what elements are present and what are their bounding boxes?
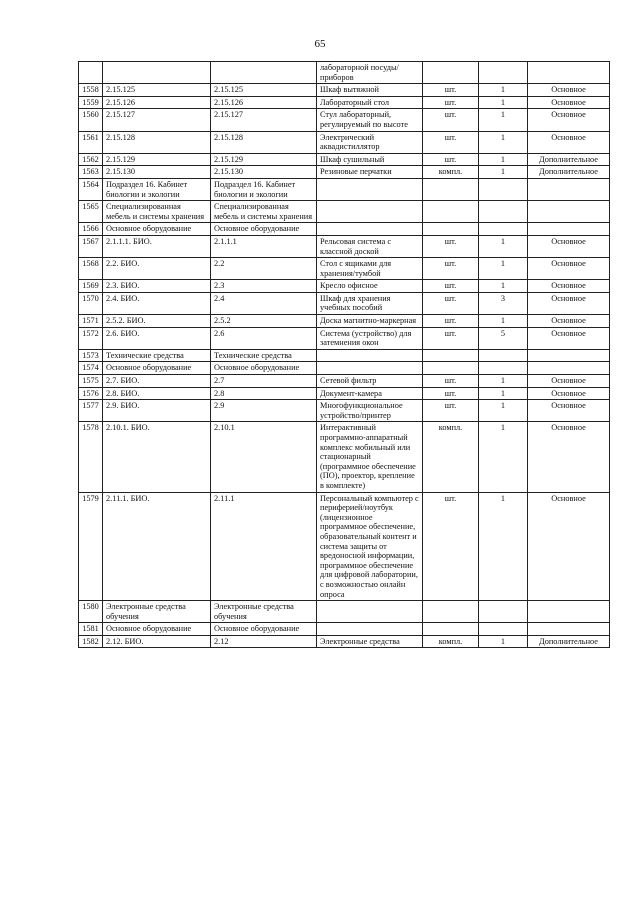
table-row bbox=[79, 315, 610, 328]
table-row bbox=[79, 635, 610, 648]
equipment-type-cell: Основное bbox=[528, 387, 610, 400]
equipment-type-cell: Основное bbox=[528, 400, 610, 422]
quantity-cell bbox=[479, 62, 528, 84]
item-name-cell: Многофункциональное устройство/принтер bbox=[317, 400, 423, 422]
equipment-type-cell bbox=[528, 349, 610, 362]
unit-cell: шт. bbox=[423, 84, 479, 97]
item-name-cell: Лабораторный стол bbox=[317, 96, 423, 109]
item-name-cell bbox=[317, 201, 423, 223]
equipment-type-cell: Основное bbox=[528, 280, 610, 293]
table-row bbox=[79, 153, 610, 166]
code-cell: Основное оборудование bbox=[103, 223, 211, 236]
row-number-cell: 1573 bbox=[79, 349, 103, 362]
row-number-cell: 1563 bbox=[79, 166, 103, 179]
unit-cell: шт. bbox=[423, 235, 479, 257]
equipment-type-cell: Основное bbox=[528, 327, 610, 349]
code-secondary-cell: 2.12 bbox=[211, 635, 317, 648]
item-name-cell: Стул лабораторный, регулируемый по высоте bbox=[317, 109, 423, 131]
code-cell: Основное оборудование bbox=[103, 623, 211, 636]
code-cell: Основное оборудование bbox=[103, 362, 211, 375]
unit-cell bbox=[423, 62, 479, 84]
unit-cell: компл. bbox=[423, 635, 479, 648]
code-cell: 2.15.125 bbox=[103, 84, 211, 97]
table-row bbox=[79, 258, 610, 280]
code-cell: 2.4. БИО. bbox=[103, 292, 211, 314]
row-number-cell: 1566 bbox=[79, 223, 103, 236]
code-secondary-cell: Технические средства bbox=[211, 349, 317, 362]
row-number-cell: 1574 bbox=[79, 362, 103, 375]
unit-cell: шт. bbox=[423, 258, 479, 280]
unit-cell: шт. bbox=[423, 153, 479, 166]
table-row bbox=[79, 109, 610, 131]
row-number-cell: 1569 bbox=[79, 280, 103, 293]
quantity-cell: 1 bbox=[479, 166, 528, 179]
code-secondary-cell: 2.3 bbox=[211, 280, 317, 293]
equipment-type-cell: Дополнительное bbox=[528, 153, 610, 166]
code-secondary-cell: 2.6 bbox=[211, 327, 317, 349]
code-secondary-cell bbox=[211, 62, 317, 84]
table-row bbox=[79, 96, 610, 109]
code-cell bbox=[103, 62, 211, 84]
item-name-cell: Резиновые перчатки bbox=[317, 166, 423, 179]
quantity-cell: 1 bbox=[479, 258, 528, 280]
equipment-type-cell: Основное bbox=[528, 131, 610, 153]
code-secondary-cell: Специализированная мебель и системы хранения bbox=[211, 201, 317, 223]
equipment-type-cell: Основное bbox=[528, 315, 610, 328]
code-cell: 2.15.128 bbox=[103, 131, 211, 153]
code-cell: 2.15.129 bbox=[103, 153, 211, 166]
quantity-cell: 1 bbox=[479, 131, 528, 153]
item-name-cell: Документ-камера bbox=[317, 387, 423, 400]
code-cell: Электронные средства обучения bbox=[103, 601, 211, 623]
row-number-cell: 1575 bbox=[79, 375, 103, 388]
quantity-cell: 1 bbox=[479, 109, 528, 131]
code-secondary-cell: 2.15.126 bbox=[211, 96, 317, 109]
item-name-cell: Система (устройство) для затемнения окон bbox=[317, 327, 423, 349]
row-number-cell: 1580 bbox=[79, 601, 103, 623]
quantity-cell bbox=[479, 601, 528, 623]
equipment-type-cell bbox=[528, 223, 610, 236]
table-row bbox=[79, 223, 610, 236]
code-secondary-cell: 2.15.128 bbox=[211, 131, 317, 153]
item-name-cell: Сетевой фильтр bbox=[317, 375, 423, 388]
table-row bbox=[79, 387, 610, 400]
code-cell: 2.7. БИО. bbox=[103, 375, 211, 388]
code-secondary-cell: 2.8 bbox=[211, 387, 317, 400]
row-number-cell: 1568 bbox=[79, 258, 103, 280]
equipment-type-cell bbox=[528, 201, 610, 223]
quantity-cell: 5 bbox=[479, 327, 528, 349]
unit-cell: компл. bbox=[423, 166, 479, 179]
item-name-cell: Шкаф сушильный bbox=[317, 153, 423, 166]
table-row bbox=[79, 166, 610, 179]
unit-cell bbox=[423, 178, 479, 200]
code-cell: 2.3. БИО. bbox=[103, 280, 211, 293]
item-name-cell: Доска магнитно-маркерная bbox=[317, 315, 423, 328]
item-name-cell: Интерактивный программно-аппаратный комплекс мобильный или стационарный (программное обеспечение (ПО), проектор, крепление в комплекте) bbox=[317, 422, 423, 492]
table-row bbox=[79, 422, 610, 492]
code-secondary-cell: 2.15.130 bbox=[211, 166, 317, 179]
code-secondary-cell: Основное оборудование bbox=[211, 623, 317, 636]
equipment-type-cell: Основное bbox=[528, 292, 610, 314]
row-number-cell: 1565 bbox=[79, 201, 103, 223]
equipment-type-cell: Основное bbox=[528, 375, 610, 388]
code-secondary-cell: 2.4 bbox=[211, 292, 317, 314]
table-row bbox=[79, 280, 610, 293]
quantity-cell bbox=[479, 223, 528, 236]
quantity-cell: 1 bbox=[479, 153, 528, 166]
code-cell: Технические средства bbox=[103, 349, 211, 362]
equipment-type-cell: Дополнительное bbox=[528, 166, 610, 179]
item-name-cell: Стол с ящиками для хранения/тумбой bbox=[317, 258, 423, 280]
row-number-cell: 1560 bbox=[79, 109, 103, 131]
table-row bbox=[79, 131, 610, 153]
code-secondary-cell: 2.5.2 bbox=[211, 315, 317, 328]
code-cell: 2.11.1. БИО. bbox=[103, 492, 211, 601]
quantity-cell: 1 bbox=[479, 422, 528, 492]
quantity-cell: 3 bbox=[479, 292, 528, 314]
unit-cell: шт. bbox=[423, 327, 479, 349]
code-cell: Подраздел 16. Кабинет биологии и экологии bbox=[103, 178, 211, 200]
unit-cell bbox=[423, 349, 479, 362]
unit-cell: шт. bbox=[423, 492, 479, 601]
unit-cell: шт. bbox=[423, 109, 479, 131]
equipment-type-cell: Основное bbox=[528, 96, 610, 109]
code-secondary-cell: 2.15.125 bbox=[211, 84, 317, 97]
code-cell: 2.8. БИО. bbox=[103, 387, 211, 400]
quantity-cell: 1 bbox=[479, 96, 528, 109]
quantity-cell bbox=[479, 201, 528, 223]
code-secondary-cell: Основное оборудование bbox=[211, 362, 317, 375]
item-name-cell bbox=[317, 349, 423, 362]
code-secondary-cell: 2.9 bbox=[211, 400, 317, 422]
code-cell: 2.1.1.1. БИО. bbox=[103, 235, 211, 257]
code-cell: 2.10.1. БИО. bbox=[103, 422, 211, 492]
quantity-cell: 1 bbox=[479, 400, 528, 422]
item-name-cell: Рельсовая система с классной доской bbox=[317, 235, 423, 257]
equipment-type-cell: Основное bbox=[528, 84, 610, 97]
row-number-cell: 1577 bbox=[79, 400, 103, 422]
row-number-cell: 1558 bbox=[79, 84, 103, 97]
quantity-cell: 1 bbox=[479, 635, 528, 648]
equipment-table bbox=[78, 61, 610, 648]
table-body bbox=[79, 62, 610, 648]
table-row bbox=[79, 601, 610, 623]
row-number-cell: 1578 bbox=[79, 422, 103, 492]
equipment-type-cell: Основное bbox=[528, 258, 610, 280]
code-cell: 2.12. БИО. bbox=[103, 635, 211, 648]
row-number-cell: 1571 bbox=[79, 315, 103, 328]
item-name-cell bbox=[317, 623, 423, 636]
row-number-cell: 1581 bbox=[79, 623, 103, 636]
unit-cell bbox=[423, 623, 479, 636]
row-number-cell: 1564 bbox=[79, 178, 103, 200]
quantity-cell: 1 bbox=[479, 375, 528, 388]
equipment-type-cell bbox=[528, 623, 610, 636]
row-number-cell: 1570 bbox=[79, 292, 103, 314]
item-name-cell: Кресло офисное bbox=[317, 280, 423, 293]
code-secondary-cell: 2.15.129 bbox=[211, 153, 317, 166]
equipment-type-cell: Основное bbox=[528, 492, 610, 601]
unit-cell: компл. bbox=[423, 422, 479, 492]
code-cell: Специализированная мебель и системы хранения bbox=[103, 201, 211, 223]
row-number-cell: 1579 bbox=[79, 492, 103, 601]
quantity-cell bbox=[479, 178, 528, 200]
quantity-cell: 1 bbox=[479, 235, 528, 257]
code-cell: 2.15.130 bbox=[103, 166, 211, 179]
unit-cell: шт. bbox=[423, 315, 479, 328]
unit-cell bbox=[423, 223, 479, 236]
equipment-type-cell: Дополнительное bbox=[528, 635, 610, 648]
code-cell: 2.9. БИО. bbox=[103, 400, 211, 422]
row-number-cell: 1572 bbox=[79, 327, 103, 349]
table-row bbox=[79, 84, 610, 97]
row-number-cell bbox=[79, 62, 103, 84]
code-cell: 2.6. БИО. bbox=[103, 327, 211, 349]
page-number: 65 bbox=[314, 38, 326, 50]
item-name-cell: Электрический аквадистиллятор bbox=[317, 131, 423, 153]
table-row bbox=[79, 349, 610, 362]
table-row bbox=[79, 201, 610, 223]
quantity-cell: 1 bbox=[479, 84, 528, 97]
unit-cell: шт. bbox=[423, 96, 479, 109]
row-number-cell: 1561 bbox=[79, 131, 103, 153]
code-cell: 2.2. БИО. bbox=[103, 258, 211, 280]
code-cell: 2.15.126 bbox=[103, 96, 211, 109]
code-secondary-cell: Подраздел 16. Кабинет биологии и экологии bbox=[211, 178, 317, 200]
code-secondary-cell: Электронные средства обучения bbox=[211, 601, 317, 623]
item-name-cell: Электронные средства bbox=[317, 635, 423, 648]
unit-cell: шт. bbox=[423, 280, 479, 293]
code-secondary-cell: 2.11.1 bbox=[211, 492, 317, 601]
item-name-cell bbox=[317, 601, 423, 623]
equipment-type-cell: Основное bbox=[528, 422, 610, 492]
unit-cell: шт. bbox=[423, 131, 479, 153]
unit-cell: шт. bbox=[423, 400, 479, 422]
equipment-type-cell bbox=[528, 362, 610, 375]
equipment-type-cell: Основное bbox=[528, 109, 610, 131]
table-row bbox=[79, 292, 610, 314]
row-number-cell: 1559 bbox=[79, 96, 103, 109]
equipment-type-cell: Основное bbox=[528, 235, 610, 257]
quantity-cell: 1 bbox=[479, 315, 528, 328]
code-cell: 2.15.127 bbox=[103, 109, 211, 131]
quantity-cell bbox=[479, 623, 528, 636]
unit-cell bbox=[423, 201, 479, 223]
table-row bbox=[79, 492, 610, 601]
quantity-cell: 1 bbox=[479, 280, 528, 293]
table-row bbox=[79, 62, 610, 84]
row-number-cell: 1567 bbox=[79, 235, 103, 257]
item-name-cell: Шкаф вытяжной bbox=[317, 84, 423, 97]
item-name-cell: Шкаф для хранения учебных пособий bbox=[317, 292, 423, 314]
item-name-cell: Персональный компьютер с периферией/ноутбук (лицензионное программное обеспечение, образовательный контент и система защиты от вредоносной информации, программное обеспечение для цифровой лаборатории, с возможностью онлайн опроса bbox=[317, 492, 423, 601]
quantity-cell: 1 bbox=[479, 492, 528, 601]
table-row bbox=[79, 623, 610, 636]
equipment-type-cell bbox=[528, 62, 610, 84]
table-row bbox=[79, 235, 610, 257]
row-number-cell: 1576 bbox=[79, 387, 103, 400]
table-row bbox=[79, 375, 610, 388]
code-secondary-cell: 2.15.127 bbox=[211, 109, 317, 131]
item-name-cell bbox=[317, 178, 423, 200]
code-secondary-cell: 2.7 bbox=[211, 375, 317, 388]
table-row bbox=[79, 400, 610, 422]
code-secondary-cell: 2.2 bbox=[211, 258, 317, 280]
item-name-cell: лабораторной посуды/приборов bbox=[317, 62, 423, 84]
quantity-cell bbox=[479, 349, 528, 362]
unit-cell: шт. bbox=[423, 387, 479, 400]
code-secondary-cell: 2.1.1.1 bbox=[211, 235, 317, 257]
unit-cell: шт. bbox=[423, 292, 479, 314]
code-cell: 2.5.2. БИО. bbox=[103, 315, 211, 328]
unit-cell bbox=[423, 362, 479, 375]
unit-cell bbox=[423, 601, 479, 623]
table-row bbox=[79, 178, 610, 200]
quantity-cell: 1 bbox=[479, 387, 528, 400]
table-row bbox=[79, 327, 610, 349]
equipment-type-cell bbox=[528, 178, 610, 200]
table-row bbox=[79, 362, 610, 375]
item-name-cell bbox=[317, 362, 423, 375]
code-secondary-cell: 2.10.1 bbox=[211, 422, 317, 492]
row-number-cell: 1582 bbox=[79, 635, 103, 648]
unit-cell: шт. bbox=[423, 375, 479, 388]
code-secondary-cell: Основное оборудование bbox=[211, 223, 317, 236]
item-name-cell bbox=[317, 223, 423, 236]
row-number-cell: 1562 bbox=[79, 153, 103, 166]
equipment-type-cell bbox=[528, 601, 610, 623]
quantity-cell bbox=[479, 362, 528, 375]
